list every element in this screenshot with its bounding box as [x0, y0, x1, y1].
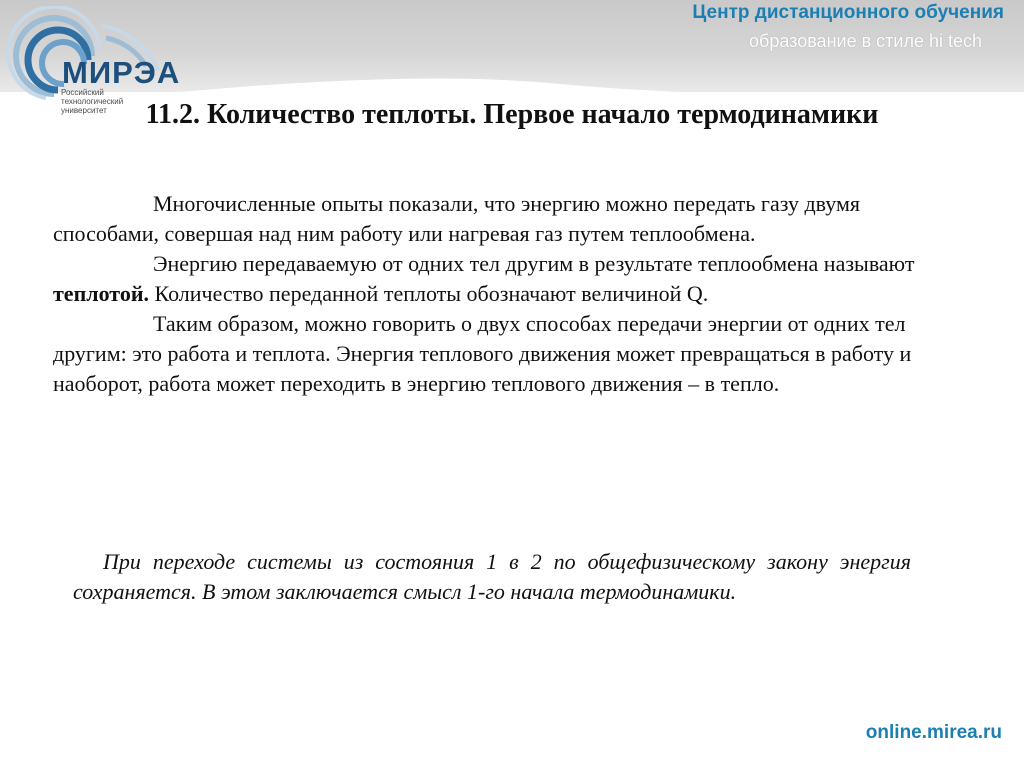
paragraph-heat-text-start: Энергию передаваемую от одних тел другим в результате теплообмена называют [153, 251, 915, 276]
footer-url: online.mirea.ru [865, 722, 1002, 743]
slide-body [53, 189, 923, 399]
distance-learning-subtitle: образование в стиле hi tech [749, 31, 982, 51]
slide-title: 11.2. Количество теплоты. Первое начало термодинамики [145, 99, 879, 130]
logo-subtitle: Российский технологический университет [61, 88, 124, 115]
distance-learning-title: Центр дистанционного обучения [692, 2, 1004, 23]
term-heat: теплотой. [53, 281, 149, 306]
paragraph-heat-definition [53, 249, 923, 309]
first-law-conclusion: При переходе системы из состояния 1 в 2 по общефизическому закону энергия сохраняется. В этом заключается смысл 1-го начала термодинамики. [73, 549, 911, 604]
paragraph-heat-text-end: Количество переданной теплоты обозначают величиной Q. [149, 281, 709, 306]
paragraph-energy-transfer: Таким образом, можно говорить о двух способах передачи энергии от одних тел другим: это работа и теплота. Энергия теплового движения может превращаться в работу и наоборот, работа может переходить в энергию теплового движения – в тепло. [53, 311, 912, 396]
paragraph-experiments: Многочисленные опыты показали, что энергию можно передать газу двумя способами, совершая над ним работу или нагревая газ путем теплообмена. [53, 191, 861, 246]
logo-wordmark: МИРЭА [62, 55, 181, 90]
